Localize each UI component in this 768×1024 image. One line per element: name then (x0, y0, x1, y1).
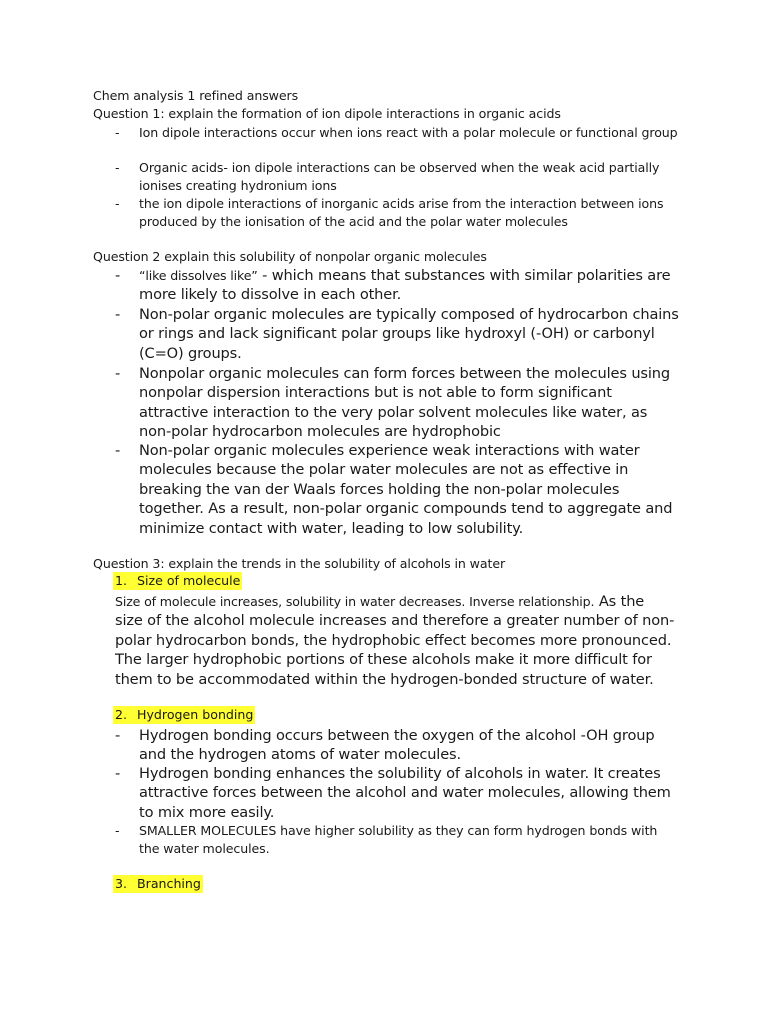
list-item-text: Organic acids- ion dipole interactions can be observed when the weak acid partially ionises creating hydronium ions (139, 160, 660, 193)
bullet-dash: - (115, 442, 121, 459)
bullet-dash: - (115, 160, 120, 175)
list-item-text: SMALLER MOLECULES have higher solubility as they can form hydrogen bonds with the water molecules. (139, 823, 658, 856)
list-item-text: Nonpolar organic molecules can form forces between the molecules using nonpolar dispersion interactions but is not able to form significant attractive interaction to the very polar solvent molecules like water, as non-polar hydrocarbon molecules are hydrophobic (139, 365, 670, 441)
list-item-text: Non-polar organic molecules are typically composed of hydrocarbon chains or rings and lack significant polar groups like hydroxyl (-OH) or carbonyl (C=O) groups. (139, 306, 679, 362)
highlight (113, 875, 203, 893)
bullet-dash: - (115, 196, 120, 211)
section-heading-hydrogen-bonding (115, 707, 255, 722)
section-title: Branching (137, 876, 201, 891)
section-number: 1. (115, 573, 128, 588)
paragraph-rest: As the size of the alcohol molecule increases and therefore a greater number of non-polar hydrocarbon bonds, the hydrophobic effect becomes more pronounced. The larger hydrophobic portions of these alcohols make it more difficult for them to be accommodated within the hydrogen-bonded structure of water. (115, 593, 675, 688)
section-heading-branching (115, 876, 203, 891)
bullet-dash: - (115, 365, 121, 382)
question-3-heading: Question 3: explain the trends in the solubility of alcohols in water (93, 556, 506, 571)
question-2-heading: Question 2 explain this solubility of nonpolar organic molecules (93, 249, 487, 264)
section-number: 2. (115, 707, 128, 722)
list-item-text: Non-polar organic molecules experience weak interactions with water molecules because the polar water molecules are not as effective in breaking the van der Waals forces holding the non-polar molecules together. As a result, non-polar organic compounds tend to aggregate and minimize contact with water, leading to low solubility. (139, 442, 673, 537)
bullet-dash: - (115, 765, 121, 782)
bullet-dash: - (115, 823, 120, 838)
list-item-text (139, 266, 679, 305)
bullet-dash: - (115, 306, 121, 323)
bullet-dash: - (115, 125, 120, 140)
section-number: 3. (115, 876, 128, 891)
paragraph-lead: Size of molecule increases, solubility in water decreases. Inverse relationship. (115, 594, 595, 609)
bullet-dash: - (115, 727, 121, 744)
highlight (113, 706, 255, 724)
list-item-text: Hydrogen bonding enhances the solubility of alcohols in water. It creates attractive forces between the alcohol and water molecules, allowing them to mix more easily. (139, 765, 671, 821)
quote-text: “like dissolves like” (139, 268, 258, 283)
section-heading-size-of-molecule (115, 573, 242, 588)
document-title: Chem analysis 1 refined answers (93, 88, 299, 103)
section-paragraph (115, 592, 675, 689)
highlight (113, 572, 242, 590)
bullet-dash: - (115, 267, 121, 284)
section-title: Size of molecule (137, 573, 241, 588)
list-item-text-rest: - which means that substances with similar polarities are more likely to dissolve in each other. (139, 267, 671, 304)
list-item-text: Ion dipole interactions occur when ions react with a polar molecule or functional group (139, 125, 678, 140)
list-item-text: the ion dipole interactions of inorganic acids arise from the interaction between ions produced by the ionisation of the acid and the polar water molecules (139, 196, 664, 229)
section-title: Hydrogen bonding (137, 707, 254, 722)
question-1-heading: Question 1: explain the formation of ion dipole interactions in organic acids (93, 106, 561, 121)
list-item-text: Hydrogen bonding occurs between the oxygen of the alcohol -OH group and the hydrogen atoms of water molecules. (139, 727, 655, 764)
